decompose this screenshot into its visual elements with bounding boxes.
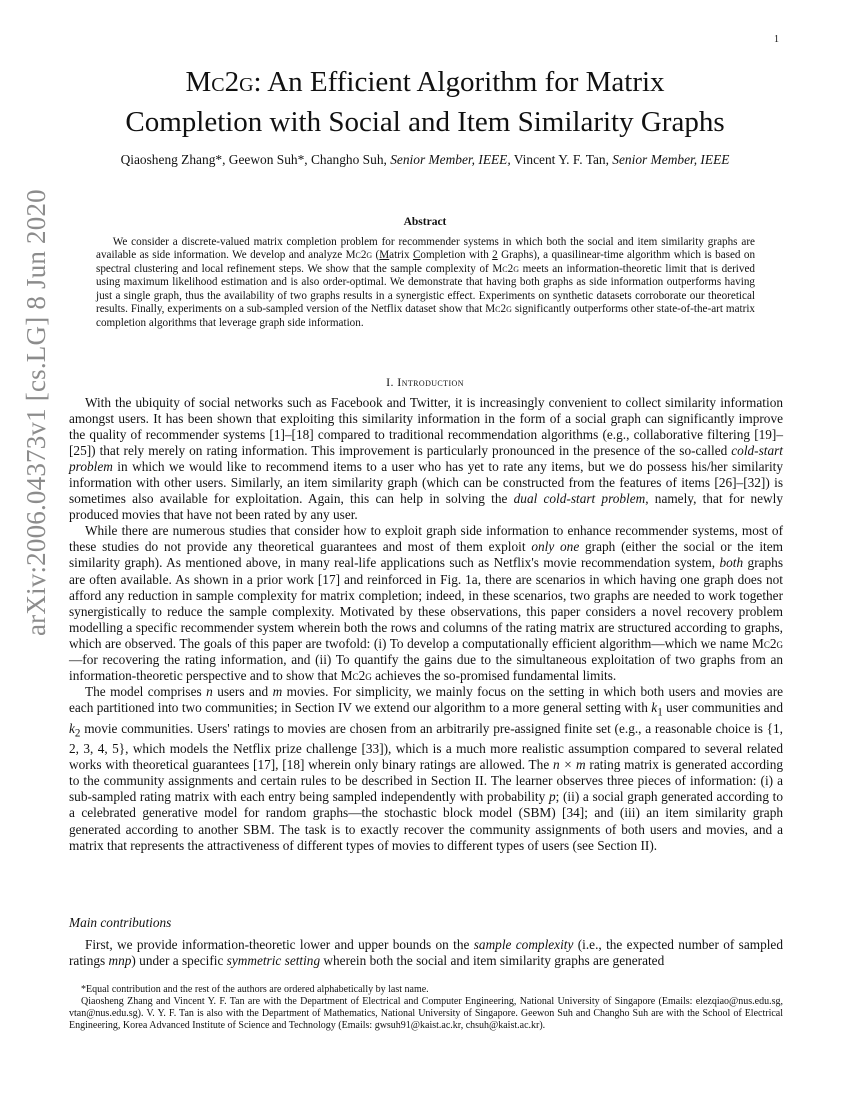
emphasis: sample complexity (473, 937, 574, 952)
paragraph-text: With the ubiquity of social networks such as Facebook and Twitter, it is increasingly convenient to collect similarity information amongst users. It has been shown that exploiting this similarity information in the form of a social graph can significantly improve the quality of recommender systems [1]–[18] compared to traditional recommendation algorithms (e.g., collaborative filtering [19]–[25]) that rely merely on rating information. This improvement is particularly pronounced in the presence of the so-called (69, 395, 783, 459)
paragraph-text: graph (either the social or the item similarity graph). As mentioned above, in many real-life applications such as Netflix's movie recommendation system, (69, 539, 783, 571)
paragraph-text: achieves the so-promised fundamental limits. (371, 667, 617, 683)
intro-paragraph-3 (69, 684, 783, 854)
section-initial: I (397, 375, 402, 389)
author-role: Senior Member, IEEE (612, 152, 730, 167)
abstract-text: significantly outperforms other state-of-the-art matrix completion algorithms that leverage graph side information. (96, 303, 755, 329)
footnote-affiliations: Qiaosheng Zhang and Vincent Y. F. Tan are with the Department of Electrical and Computer Engineering, National University of Singapore (Emails: elezqiao@nus.edu.sg, vtan@nus.edu.sg). V. Y. F. Tan is also with the Department of Mathematics, National University of Singapore. Geewon Suh and Changho Suh are with the School of Electrical Engineering, Korea Advanced Institute of Science and Technology (Emails: gwsuh91@kaist.ac.kr, chsuh@kaist.ac.kr). (69, 996, 783, 1032)
acronym-letter: 2 (492, 249, 498, 262)
title-algorithm-name: Mc2g (185, 66, 254, 98)
paragraph-text: movie communities. Users' ratings to movies are chosen from an arbitrarily pre-assigned finite set (e.g., a reasonable choice is (80, 720, 767, 736)
arxiv-identifier-stamp: arXiv:2006.04373v1 [cs.LG] 8 Jun 2020 (21, 189, 51, 636)
math-variable: k (651, 699, 658, 715)
math-variable: p (548, 789, 556, 805)
author-name: Vincent Y. F. Tan, (510, 152, 613, 167)
math-variable: n (206, 683, 213, 699)
author-role: Senior Member, IEEE, (390, 152, 511, 167)
paragraph-text: The model comprises (84, 683, 207, 699)
introduction-body (69, 395, 783, 854)
paragraph-text: First, we provide information-theoretic lower and upper bounds on the (84, 937, 474, 952)
abstract-text: meets an information-theoretic limit that is derived using maximum likelihood estimation and is also order-optimal. We demonstrate that having both graphs as side information outperforms having just a single graph, thus the availability of two graphs results in a synergistic effect. Experiments on synthetic datasets corroborate our theoretical results. Finally, experiments on a sub-sampled version of the Netflix dataset show that (96, 262, 755, 316)
footnotes (69, 984, 783, 1032)
paragraph-text: users and (212, 683, 273, 699)
paragraph-text: ; (ii) a social graph generated according to a celebrated generative model for random graphs—the stochastic block model (SBM) [34]; and (iii) an item similarity graph generated according to another SBM. The task is to exactly recover the community assignments of both users and movies, and a matrix that represents the attractiveness of different types of movies to different types of users (see Section II). (69, 789, 783, 853)
algorithm-name: Mc2g (492, 262, 519, 275)
section-heading-introduction (60, 375, 790, 390)
math-expression: mnp (108, 953, 132, 969)
author-names: Qiaosheng Zhang*, Geewon Suh*, Changho Suh, (120, 152, 391, 167)
paper-title (60, 62, 790, 142)
intro-paragraph-2 (69, 523, 783, 683)
title-line-1: : An Efficient Algorithm for Matrix (253, 66, 665, 98)
paragraph-text: in which we would like to recommend items to a user who has yet to rate any items, but we do possess his/her similarity information with other users. Similarly, an item similarity graph (which can be constructed from the features of items [26]–[32]) is sometimes also available for exploitation. Again, this can help in solving the (69, 459, 783, 507)
math-subscript: 2 (74, 727, 81, 740)
paragraph-text: user communities and (662, 699, 783, 715)
abstract-text: ( (372, 249, 380, 262)
abstract-text: We consider a discrete-valued matrix completion problem for recommender systems in which both the social and item similarity graphs are available as side information. We develop and analyze (96, 236, 755, 262)
page-number: 1 (774, 34, 779, 45)
emphasis: only one (531, 539, 580, 555)
paragraph-text: movies. For simplicity, we mainly focus on the setting in which both users and movies are each partitioned into two communities; in Section IV we extend our algorithm to a more general setting with (69, 683, 784, 715)
author-list (60, 151, 790, 169)
algorithm-name: Mc2g (345, 249, 373, 262)
abstract-text: ompletion with (420, 249, 493, 262)
emphasis: both (719, 555, 744, 571)
intro-paragraph-1 (69, 395, 783, 523)
math-variable: k (69, 720, 75, 736)
math-set: {1, 2, 3, 4, 5} (69, 720, 783, 757)
contributions-paragraph (69, 937, 783, 969)
acronym-letter: C (412, 249, 421, 262)
math-variable: m (272, 683, 283, 699)
subsection-heading-main-contributions: Main contributions (69, 915, 172, 930)
paragraph-text: ) under a specific (131, 953, 227, 969)
abstract-text: Graphs), a quasilinear-time algorithm which is based on spectral clustering and local refinement steps. We show that the sample complexity of (96, 249, 756, 275)
algorithm-name: Mc2g (340, 667, 372, 683)
section-title: ntroduction (401, 375, 464, 389)
acronym-letter: M (379, 249, 390, 262)
abstract-text: atrix (389, 249, 413, 262)
emphasis: dual cold-start problem (513, 491, 646, 507)
emphasis: cold-start problem (69, 443, 783, 475)
paragraph-text: (i.e., the expected number of sampled ratings (69, 937, 783, 969)
section-numeral: I. (386, 375, 398, 389)
emphasis: symmetric setting (226, 953, 321, 969)
footnote-equal-contribution: *Equal contribution and the rest of the authors are ordered alphabetically by last name. (81, 984, 429, 995)
paragraph-text: , namely, that for newly produced movies that have not been rated by any user. (69, 491, 783, 523)
abstract-body (96, 236, 755, 330)
math-subscript: 1 (657, 706, 663, 719)
paragraph-text: While there are numerous studies that consider how to exploit graph side information to enhance recommender systems, most of these studies do not provide any theoretical guarantees and most of them exploit (69, 523, 783, 555)
algorithm-name: Mc2g (752, 635, 783, 651)
algorithm-name: Mc2g (485, 303, 512, 316)
title-line-2: Completion with Social and Item Similarity Graphs (125, 106, 725, 138)
abstract-heading: Abstract (403, 216, 447, 228)
paragraph-text: graphs are often available. As shown in a prior work [17] and reinforced in Fig. 1a, there are scenarios in which having one graph does not afford any reduction in sample complexity for matrix completion; indeed, in these scenarios, two graphs are needed to work together synergistically to reduce the sample complexity. Motivated by these observations, this paper considers a novel recovery problem modelling a specific recommender system wherein both the rows and columns of the rating matrix are structured according to graphs, which are observed. The goals of this paper are twofold: (i) To develop a computationally efficient algorithm—which we name (69, 555, 783, 651)
paragraph-text: , which models the Netflix prize challenge [33]), which is a much more realistic assumption compared to several related works with theoretical guarantees [17], [18] wherein only binary ratings are allowed. The (69, 741, 783, 773)
paragraph-text: wherein both the social and item similarity graphs are generated (320, 953, 665, 969)
paragraph-text: —for recovering the rating information, and (ii) To quantify the gains due to the simultaneous exploitation of two graphs from an information-theoretic perspective and to show that (69, 651, 783, 683)
math-expression: n × m (552, 757, 586, 773)
paragraph-text: rating matrix is generated according to the community assignments and certain rules to be described in Section II. The learner observes three pieces of information: (i) a sub-sampled rating matrix with each entry being sampled independently with probability (69, 757, 784, 805)
